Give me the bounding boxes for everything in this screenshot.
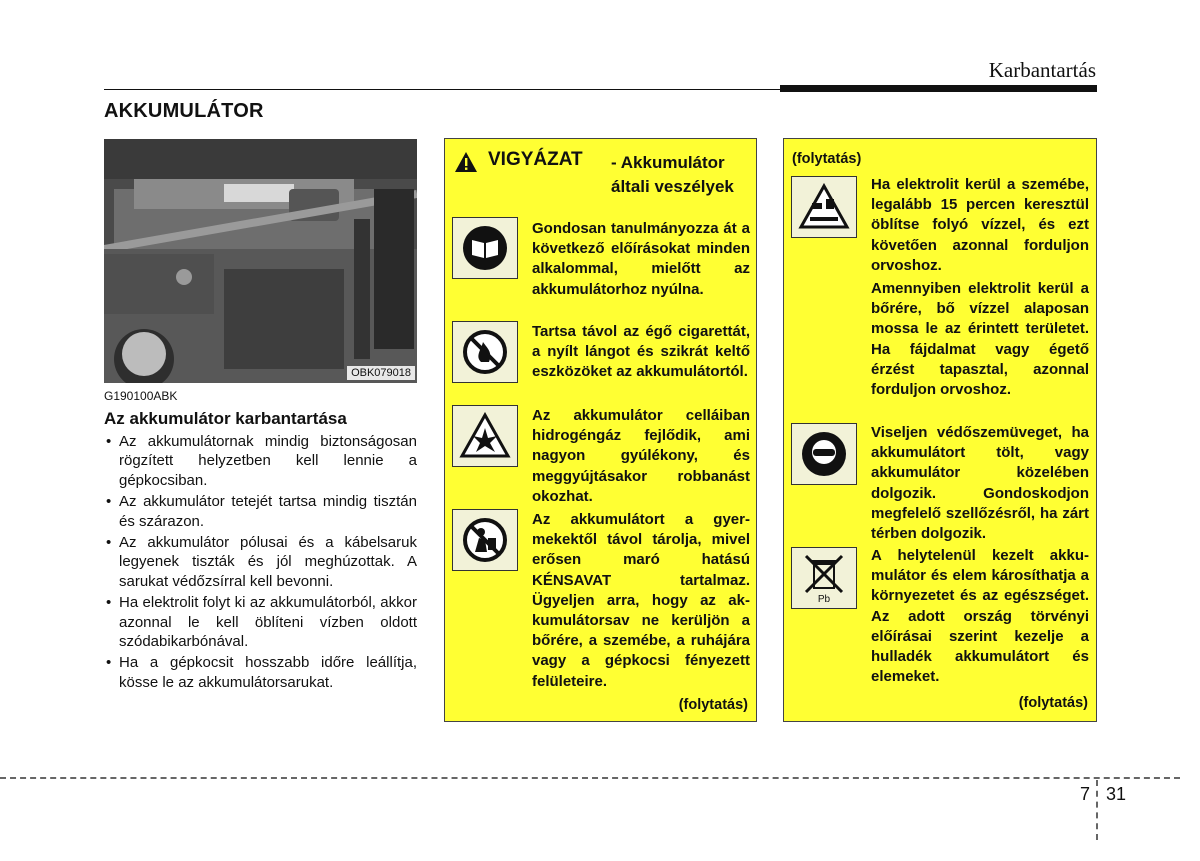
warning-box-continued bbox=[783, 138, 1097, 722]
goggles-icon bbox=[791, 423, 857, 485]
engine-bay-illustration bbox=[104, 139, 417, 383]
list-item: • Ha a gépkocsit hosszabb időre leállítja, kösse le az akkumulátorsarukat. bbox=[104, 653, 417, 692]
warning-text: Tartsa távol az égő cigarettát, a nyílt lángot és szikrát keltő eszközöket az akkumulátortól. bbox=[532, 323, 750, 381]
warning-text: Ha elektrolit kerül a szemébe, legalább 15 percen keresztül öblítse folyó vízzel, és ezt követően azonnal forduljon orvoshoz. bbox=[871, 176, 1089, 274]
warning-text: A helytelenül kezelt akkumulátor és elem károsíthatja a környezetet és az egészséget. Az adott ország törvényi előírásai szerint kezelje a hulladék akkumulátort és elemeket. bbox=[871, 547, 1089, 686]
section-title: AKKUMULÁTOR bbox=[104, 100, 264, 122]
footer-divider bbox=[1096, 780, 1098, 840]
no-fire-icon bbox=[452, 321, 518, 383]
figure-code: OBK079018 bbox=[347, 366, 415, 380]
warning-word: VIGYÁZAT bbox=[488, 149, 583, 170]
header-rule bbox=[104, 89, 780, 90]
warning-subtitle: - Akkumulátor általi veszélyek bbox=[611, 153, 734, 196]
page-number: 31 bbox=[1106, 784, 1127, 804]
warning-text: Az akkumulátort a gyermekektől távol tárolja, mivel erősen maró hatású KÉNSAVAT tartalmaz. Ügyeljen arra, hogy az akkumulátorsav ne kerüljön a bőrére, a szemébe, a ruhájára vagy a gépkocsi fényezett felületeire. bbox=[532, 511, 750, 690]
warning-text: Az akkumulátor celláiban hidrogéngáz fejlődik, ami nagyon gyúlékony, és meggyújtásakor robbanást okozhat. bbox=[532, 407, 750, 505]
chapter-number: 7 bbox=[1080, 784, 1091, 804]
warning-triangle-icon bbox=[454, 151, 478, 173]
warning-text: Amennyiben elektrolit kerül a bőrére, bő vízzel alaposan mossa le az érintett területet. Ha fájdalmat vagy égető érzést tapasztal, azonnal forduljon orvoshoz. bbox=[871, 280, 1089, 399]
continued-label: (folytatás) bbox=[1018, 695, 1088, 711]
warning-text: Viseljen védőszemüveget, ha akkumulátort tölt, vagy akkumulátor közelében dolgozik. Gondoskodjon megfelelő szellőzésről, ha zárt térben dolgozik. bbox=[871, 424, 1089, 543]
continued-label-top: (folytatás) bbox=[792, 151, 862, 167]
book-icon bbox=[452, 217, 518, 279]
list-item: • Ha elektrolit folyt ki az akkumulátorból, akkor azonnal le kell öblíteni vízben oldott szódabikarbónával. bbox=[104, 593, 417, 651]
chapter-title: Karbantartás bbox=[988, 58, 1096, 82]
header-rule-thick bbox=[780, 85, 1097, 92]
explosion-icon bbox=[452, 405, 518, 467]
list-item: • Az akkumulátor tetejét tartsa mindig tisztán és szárazon. bbox=[104, 492, 417, 531]
list-item: • Az akkumulátor pólusai és a kábelsaruk legyenek tiszták és jól meghúzottak. A sarukat védőzsírral kell bevonni. bbox=[104, 533, 417, 591]
footer-rule bbox=[0, 777, 1180, 779]
list-item: • Az akkumulátornak mindig biztonságosan rögzített helyzetben kell lennie a gépkocsiban. bbox=[104, 432, 417, 490]
maintenance-title: Az akkumulátor karbantartása bbox=[104, 409, 347, 428]
figure-reference: G190100ABK bbox=[104, 389, 178, 403]
warning-box bbox=[444, 138, 757, 722]
pb-label: Pb bbox=[817, 594, 831, 604]
corrosive-icon bbox=[791, 176, 857, 238]
recycle-bin-icon bbox=[791, 547, 857, 609]
warning-text: Gondosan tanulmányozza át a következő előírásokat minden alkalommal, mielőtt az akkumulátorhoz nyúlna. bbox=[532, 220, 750, 298]
keep-children-away-icon bbox=[452, 509, 518, 571]
battery-photo bbox=[104, 139, 417, 383]
maintenance-list bbox=[104, 432, 417, 694]
continued-label: (folytatás) bbox=[678, 697, 748, 713]
